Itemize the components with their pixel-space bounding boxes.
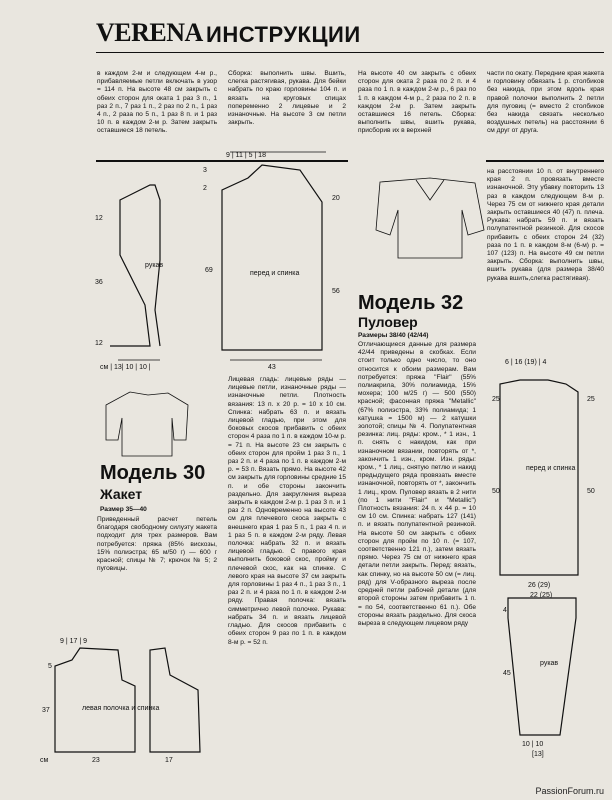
dim-50b: 50 xyxy=(587,488,595,495)
dim-12a: 12 xyxy=(95,215,103,222)
dim-3: 3 xyxy=(203,167,207,174)
dim-45: 45 xyxy=(503,670,511,677)
dim-4: 4 xyxy=(503,607,507,614)
dim-12b: 12 xyxy=(95,340,103,347)
dim-sleeve32-top: 22 (25) xyxy=(530,592,553,599)
label-sleeve: рукав xyxy=(145,262,164,269)
dim-37: 37 xyxy=(42,707,50,714)
dim-43: 43 xyxy=(268,364,276,371)
dim-20: 20 xyxy=(332,195,340,202)
dim-25b: 25 xyxy=(587,396,595,403)
watermark: PassionForum.ru xyxy=(535,786,604,796)
col1-model30-text: Приведенный расчет петель благодаря свободному силуэту жакета подходит для трех размеров. Вам потребуется: пряжа (85% вискозы, 15% полиэстра; 65 м/50 г) — 600 г красной; спицы № 7; крючок № 5; 2 пуговицы. xyxy=(97,516,217,573)
dim-sleeve32-bottom: 10 | 10 xyxy=(522,741,544,748)
unit-cm: см xyxy=(40,757,49,764)
dim-69: 69 xyxy=(205,267,213,274)
dim-5: 5 xyxy=(48,663,52,670)
dim-56: 56 xyxy=(332,288,340,295)
dim-23a: 23 xyxy=(92,757,100,764)
col3-model32-text: Отличающиеся данные для размера 42/44 приведены в скобках. Если стоит только одно число, то оно относится к обоим размерам. Вам потребуется: пряжа "Flair" (55% полиакрила, 30% полиамида, 15% мохера; 100 м/25 г) — 500 (550) красной; фасонная пряжа "Metallic" (67% полиэстра, 33% полиамида; 1 катушка = 1500 м) — 2 катушки золотой; спицы № 4. Полупатентная резинка: лиц. ряды: кром., * 1 изн., 1 п. снять с накидом, как при изнаночном вязании, повторять от *, закончить 1 изн., кром. Изн. ряды: кром., * 1 лиц., снятую петлю и накид предыдущего ряда провязать вместе изнаночной, повторять от *, закончить 1 лиц., кром. Пуловер вязать в 2 нити (по 1 нити "Flair" и "Metallic") Плотность вязания: 24 п. х 44 р. = 10 см 10 см. Спинка: набрать 127 (141) п. и вязать полупатентной резинкой. На высоте 50 см закрыть с обеих сторон для пройм по 10 п. (= 107, соответственно 121 п.), затем вязать прямо. Через 75 см от нижнего края детали петли закрыть. Перед: вязать, как спинку, но на высоте 50 см (= лиц. ряд) для V-образного выреза после средней петли рабочей детали (для второй стороны затем прибавить 1 п. = по 54, соответственно 61 п.). Обе стороны вязать раздельно. Для скоса выреза в следующем лицевом ряду xyxy=(358,341,476,627)
col2-top-text: Сборка: выполнить швы. Вшить, слегка растягивая, рукава. Для бейки набрать по краю горловины 104 п. и вязать на круговых спицах попеременно 2 лицевые и 2 изнаночные. На высоте 3 см петли закрыть. xyxy=(228,70,346,127)
label-front-back: перед и спинка xyxy=(250,270,300,277)
dim-36: 36 xyxy=(95,279,103,286)
model32-title: Модель 32 xyxy=(358,292,464,314)
model32-name: Пуловер xyxy=(358,314,418,330)
col4-model32-text: на расстоянии 10 п. от внутреннего края 2 п. провязать вместе изнаночной. Эту убавку повторить 13 раз в каждом следующем 8-м р. Через 75 см от нижнего края детали закрыть оставшиеся 40 (47) п. плеча. Рукава: набрать 59 п. и вязать полупатентной резинкой. Для скосов прибавить с обеих сторон 24 (32) раза по 1 п. в каждом 8-м (6-м) р. = 107 (123) п. На высоте 49 см петли закрыть. Сборка: выполнить швы, вшить рукава (для размера 38/40 рукава вшить,слегка растягивая). xyxy=(487,168,604,282)
dim-p32-top: 6 | 16 (19) | 4 xyxy=(505,359,547,366)
dim-17: 17 xyxy=(165,757,173,764)
col1-top-text: в каждом 2-м и следующем 4-м р., прибавляемые петли включать в узор = 114 п. На высоте 48 см закрыть с обеих сторон для оката 1 раз 3 п., 1 раз 2 п., 7 раз 1 п., 2 раз по 2 п., 1 раз 4 п., 2 раза по 5 п., 1 раз 8 п. и 1 раз 10 п. в каждом 2-м р. Затем закрыть оставшиеся 18 петель. xyxy=(97,70,217,135)
model32-sizes: Размеры 38/40 (42/44) xyxy=(358,332,429,339)
model30-name: Жакет xyxy=(100,486,143,502)
model30-title: Модель 30 xyxy=(100,462,206,484)
dim-25a: 25 xyxy=(492,396,500,403)
section-title: ИНСТРУКЦИИ xyxy=(206,22,361,47)
dim-50a: 50 xyxy=(492,488,500,495)
diagram-top-measures: 9 | 11 | 5 | 18 xyxy=(226,152,266,159)
dim-26: 26 (29) xyxy=(528,582,551,589)
dim-13: [13] xyxy=(532,751,544,758)
dim-2: 2 xyxy=(203,185,207,192)
model30-sizes: Размер 35—40 xyxy=(100,506,147,513)
label-p32-front: перед и спинка xyxy=(526,465,576,472)
dim-jacket-top: 9 | 17 | 9 xyxy=(60,638,87,645)
col4-top-text: части по окату. Передние края жакета и горловину обвязать 1 р. столбиков без накида, при этом вдоль края правой полочки выполнить 2 петли для пуговиц (= вместо 2 столбиков без накида связать несколько воздушных петель) на расстоянии 6 см друг от друга. xyxy=(487,70,604,135)
col3-top-text: На высоте 40 см закрыть с обеих сторон для оката 2 раза по 2 п. и 4 раза по 1 п. в каждом 2-м р., 6 раз по 1 п. в каждом 4-м р., 2 раза по 2 п. в каждом 2-м р. Затем закрыть оставшиеся 16 петель. Сборка: выполнить швы, вшить рукава, присборив их в верхней xyxy=(358,70,476,135)
dim-sleeve-bottom: см | 13| 10 | 10 | xyxy=(100,364,151,371)
col2-model30-text: Лицевая гладь: лицевые ряды — лицевые петли, изнаночные ряды — изнаночные петли. Плотность вязания: 13 п. х 20 р. = 10 х 10 см. Спинка: набрать 63 п. и вязать лицевой гладью, при этом для боковых скосов прибавить с обеих сторон 4 раза по 1 п. в каждом 10-м р. = 71 п. На высоте 23 см закрыть с обеих сторон для пройм 1 раз 3 п., 1 раз 2 п. и 4 раза по 1 п. в каждом 2-м р. = 53 п. Вязать прямо. На высоте 42 см закрыть для горловины средние 15 п. и обе стороны закончить раздельно. Для закругления выреза закрыть в каждом 2-м р. 1 раз 3 п. и 1 раз 2 п. Одновременно на высоте 43 см для плечевого скоса закрыть с внешнего края 1 раз 5 п., 1 раз 4 п. и 1 раз 5 п. в каждом 2-м ряду. Левая полочка: набрать 32 п. и вязать лицевой гладью. С правого края выполнить боковой скос, пройму и плечевой скос, как на спинке. С левого края на высоте 37 см закрыть для горловины 1 раз 4 п., 1 раз 3 п., 1 раз 2 п. и 4 раза по 1 п. в каждом 2-м ряду. Правая полочка: вязать симметрично левой полочке. Рукава: набрать 34 п. и вязать лицевой гладью. Для скосов прибавить с обеих сторон 9 раз по 1 п. в каждом 8-м р. = 52 п. xyxy=(228,376,346,646)
brand-logo: VERENA xyxy=(96,18,203,47)
label-left-front: левая полочка и спинка xyxy=(82,705,160,712)
label-sleeve32: рукав xyxy=(540,660,559,667)
